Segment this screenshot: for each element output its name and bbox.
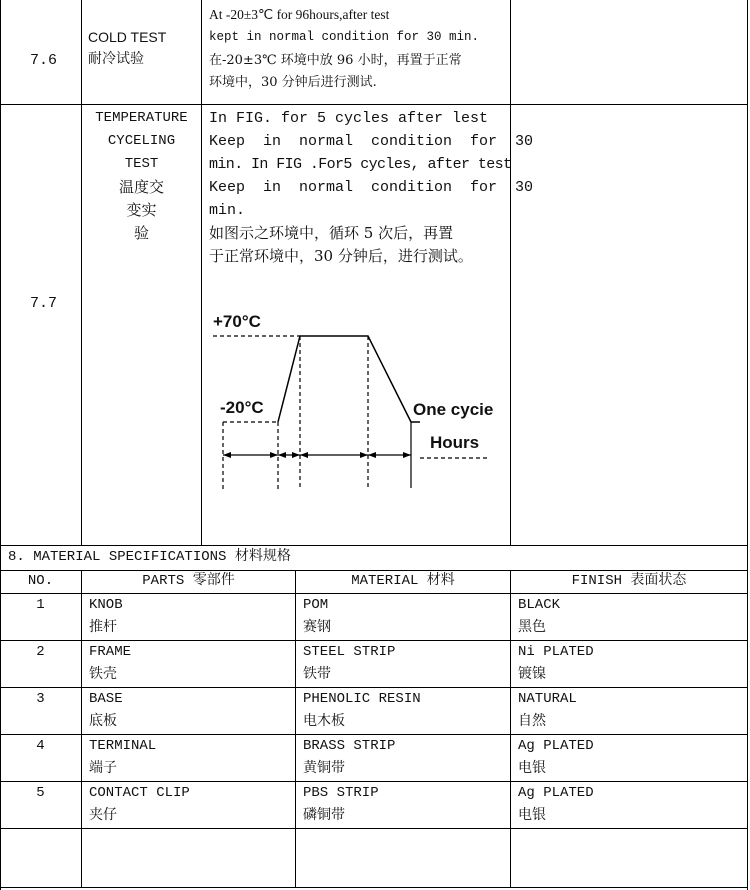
- row77-item-1: TEMPERATURE: [95, 110, 188, 126]
- col-divider-no: [81, 570, 82, 888]
- row76-desc-2: kept in normal condition for 30 min.: [209, 30, 480, 44]
- figure-high-temp-label: +70°C: [213, 312, 261, 331]
- row76-no: 7.6: [30, 52, 58, 69]
- table-row-2-fin-cn: 镀镍: [518, 666, 546, 682]
- table-row-1-part-cn: 推杆: [89, 619, 117, 635]
- table-row-1-mat-cn: 赛钢: [303, 619, 331, 635]
- row77-desc-7: 于正常环境中，30 分钟后，进行测试。: [209, 247, 473, 265]
- table-row-4-fin-cn: 电银: [518, 760, 546, 776]
- row76-desc-4: 环境中，30 分钟后进行测试.: [209, 75, 377, 90]
- table-row-5-part-en: CONTACT CLIP: [89, 785, 190, 801]
- row77-no: 7.7: [30, 295, 58, 312]
- table-row-4-mat-en: BRASS STRIP: [303, 738, 396, 754]
- row77-desc-3: min. In FIG .For5 cycles, after test: [209, 156, 512, 173]
- row5-bottom: [0, 828, 748, 829]
- table-row-3-mat-cn: 电木板: [303, 713, 345, 729]
- figure-cycle-label: One cycie: [413, 400, 494, 419]
- border-left: [0, 0, 1, 890]
- table-row-5-fin-cn: 电银: [518, 807, 546, 823]
- table-row-4-part-cn: 端子: [89, 760, 117, 776]
- table-row-4-part-en: TERMINAL: [89, 738, 157, 754]
- row77-desc-6: 如图示之环境中，循环 5 次后，再置: [209, 224, 454, 242]
- row77-desc-1: In FIG. for 5 cycles after lest: [209, 110, 489, 127]
- table-row-3-part-cn: 底板: [89, 713, 117, 729]
- row77-desc-2: Keep in normal condition for 30: [209, 133, 534, 150]
- row1-bottom: [0, 640, 748, 641]
- row76-desc-3: 在-20±3℃ 环境中放 96 小时，再置于正常: [209, 53, 462, 68]
- row77-desc-4: Keep in normal condition for 30: [209, 179, 534, 196]
- row76-bottom: [0, 104, 748, 105]
- table-row-3-part-en: BASE: [89, 691, 123, 707]
- divider-no: [81, 0, 82, 546]
- header-no: NO.: [27, 573, 54, 589]
- table-row-1-mat-en: POM: [303, 597, 329, 613]
- table-row-2-part-cn: 铁壳: [89, 666, 117, 682]
- border-right: [747, 0, 748, 890]
- table-row-5-fin-en: Ag PLATED: [518, 785, 594, 801]
- row77-item-4: 温度交: [118, 178, 164, 196]
- table-row-1-part-en: KNOB: [89, 597, 123, 613]
- row4-bottom: [0, 781, 748, 782]
- table-row-2-mat-cn: 铁带: [303, 666, 331, 682]
- table-row-1-fin-en: BLACK: [518, 597, 561, 613]
- table-row-4-no: 4: [36, 738, 45, 754]
- table-row-2-fin-en: Ni PLATED: [518, 644, 594, 660]
- divider-desc: [510, 0, 511, 546]
- row77-item-6: 验: [133, 224, 149, 242]
- table-row-4-mat-cn: 黄铜带: [303, 760, 345, 776]
- col-divider-material: [510, 570, 511, 888]
- border-bottom: [0, 887, 748, 888]
- table-row-5-no: 5: [36, 785, 45, 801]
- table-row-3-mat-en: PHENOLIC RESIN: [303, 691, 421, 707]
- row3-bottom: [0, 734, 748, 735]
- row76-item-cn: 耐冷试验: [88, 51, 144, 67]
- section8-title-bottom: [0, 570, 748, 571]
- row77-item-3: TEST: [124, 156, 159, 172]
- header-material: MATERIAL 材料: [351, 573, 455, 589]
- table-row-3-fin-cn: 自然: [518, 713, 546, 729]
- header-parts: PARTS 零部件: [142, 573, 235, 589]
- row77-desc-5: min.: [209, 202, 246, 219]
- header-finish: FINISH 表面状态: [571, 573, 687, 589]
- header-bottom: [0, 593, 748, 594]
- row77-bottom: [0, 545, 748, 546]
- row76-desc-1: At -20±3℃ for 96hours,after test: [209, 7, 390, 22]
- table-row-3-fin-en: NATURAL: [518, 691, 577, 707]
- table-row-1-no: 1: [36, 597, 45, 613]
- table-row-3-no: 3: [36, 691, 45, 707]
- table-row-2-part-en: FRAME: [89, 644, 132, 660]
- figure-low-temp-label: -20°C: [220, 398, 264, 417]
- table-row-4-fin-en: Ag PLATED: [518, 738, 594, 754]
- section8-title: 8. MATERIAL SPECIFICATIONS 材料规格: [8, 549, 291, 565]
- table-row-2-no: 2: [36, 644, 45, 660]
- table-row-5-part-cn: 夹仔: [89, 807, 117, 823]
- row2-bottom: [0, 687, 748, 688]
- table-row-2-mat-en: STEEL STRIP: [303, 644, 396, 660]
- col-divider-parts: [295, 570, 296, 888]
- row77-item-5: 变实: [126, 201, 157, 219]
- table-row-5-mat-cn: 磷铜带: [303, 807, 345, 823]
- divider-item: [201, 0, 202, 546]
- table-row-5-mat-en: PBS STRIP: [303, 785, 379, 801]
- row76-item-en: COLD TEST: [88, 29, 167, 45]
- figure-hours-label: Hours: [430, 433, 480, 452]
- row77-item-2: CYCELING: [107, 133, 176, 149]
- table-row-1-fin-cn: 黑色: [518, 619, 546, 635]
